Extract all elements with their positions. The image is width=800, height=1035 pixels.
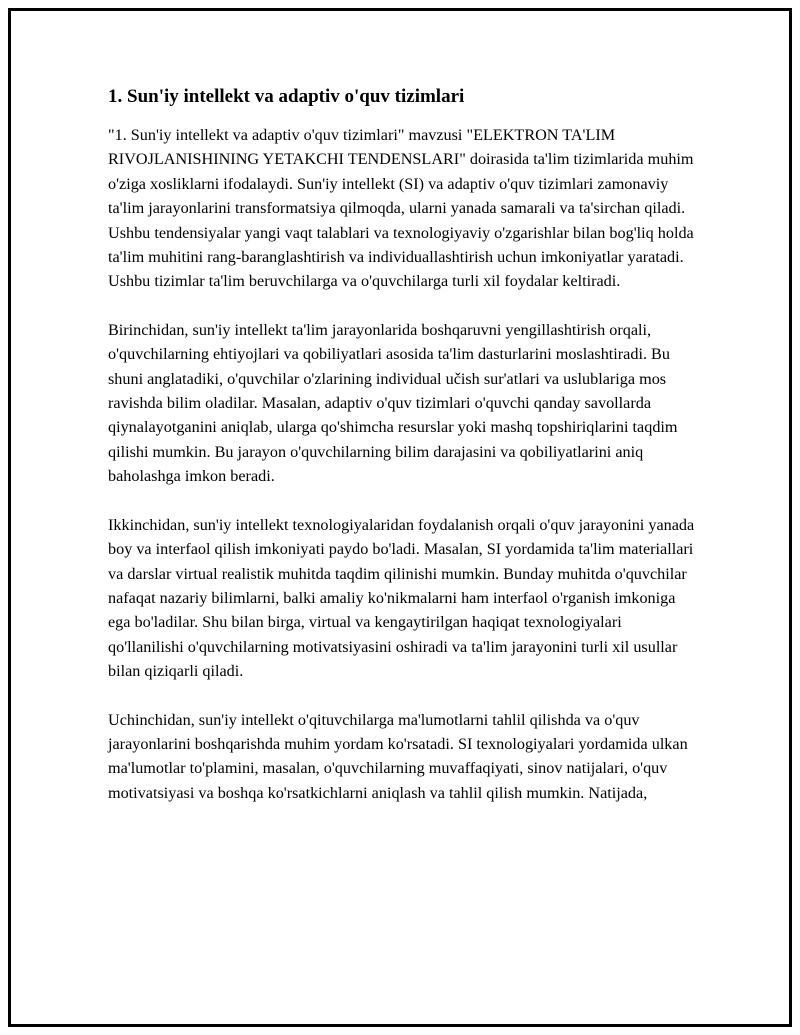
- document-body: [108, 84, 698, 805]
- paragraph-first-point: Birinchidan, sun'iy intellekt ta'lim jarayonlarida boshqaruvni yengillashtirish orqali, o'quvchilarning ehtiyojlari va qobiliyatlari asosida ta'lim dasturlarini moslashtiradi. Bu shuni anglatadiki, o'quvchilar o'zlarining individual učish sur'atlari va uslublariga mos ravishda bilim oladilar. Masalan, adaptiv o'quv tizimlari o'quvchi qanday savollarda qiynalayotganini aniqlab, ularga qo'shimcha resurslar yoki mashq topshiriqlarini taqdim qilishi mumkin. Bu jarayon o'quvchilarning bilim darajasini va qobiliyatlarini aniq baholashga imkon beradi.: [108, 320, 678, 486]
- paragraph-intro: "1. Sun'iy intellekt va adaptiv o'quv tizimlari" mavzusi "ELEKTRON TA'LIM RIVOJLANISHINING YETAKCHI TENDENSLARI" doirasida ta'lim tizimlarida muhim o'ziga xosliklarni ifodalaydi. Sun'iy intellekt (SI) va adaptiv o'quv tizimlari zamonaviy ta'lim jarayonlarini transformatsiya qilmoqda, ularni yanada samarali va ta'sirchan qiladi. Ushbu tendensiyalar yangi vaqt talablari va texnologiyaviy o'zgarishlar bilan bog'liq holda ta'lim muhitini rang-baranglashtirish va individuallashtirish uchun imkoniyatlar yaratadi. Ushbu tizimlar ta'lim beruvchilarga va o'quvchilarga turli xil foydalar keltiradi.: [108, 126, 694, 291]
- paragraph-third-point: Uchinchidan, sun'iy intellekt o'qituvchilarga ma'lumotlarni tahlil qilishda va o'quv jarayonlarini boshqarishda muhim yordam ko'rsatadi. SI texnologiyalari yordamida ulkan ma'lumotlar to'plamini, masalan, o'quvchilarning muvaffaqiyati, sinov natijalari, o'quv motivatsiyasi va boshqa ko'rsatkichlarni aniqlash va tahlil qilish mumkin. Natijada,: [108, 710, 688, 802]
- paragraph-second-point: Ikkinchidan, sun'iy intellekt texnologiyalaridan foydalanish orqali o'quv jarayonini yanada boy va interfaol qilish imkoniyati paydo bo'ladi. Masalan, SI yordamida ta'lim materiallari va darslar virtual realistik muhitda taqdim qilinishi mumkin. Bunday muhitda o'quvchilar nafaqat nazariy bilimlarni, balki amaliy ko'nikmalarni ham interfaol o'rganish imkoniga ega bo'ladilar. Shu bilan birga, virtual va kengaytirilgan haqiqat texnologiyalari qo'llanilishi o'quvchilarning motivatsiyasini oshiradi va ta'lim jarayonini turli xil usullar bilan qiziqarli qiladi.: [108, 515, 695, 681]
- document-title: 1. Sun'iy intellekt va adaptiv o'quv tizimlari: [108, 86, 465, 107]
